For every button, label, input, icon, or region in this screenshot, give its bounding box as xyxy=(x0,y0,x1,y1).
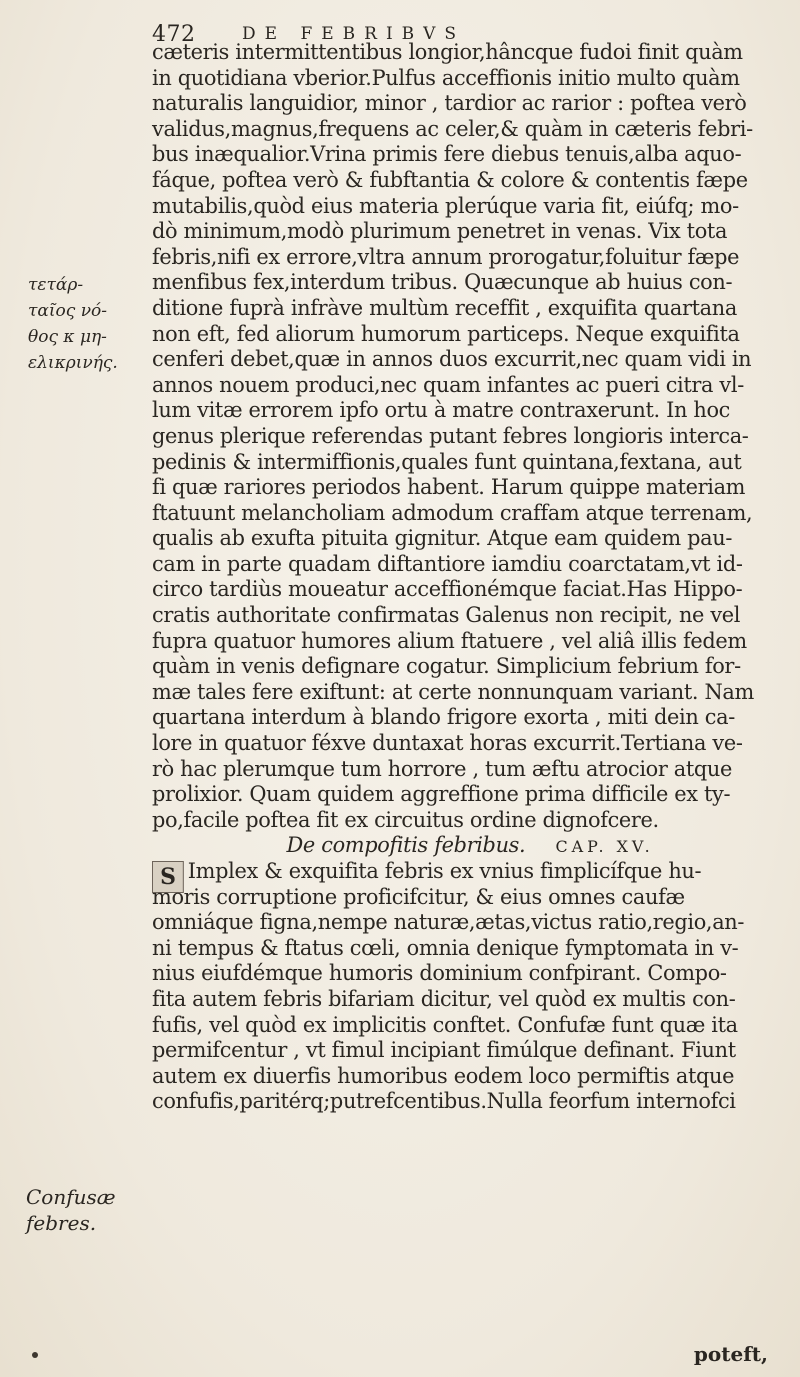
text-line: circo tardiùs moueatur acceffionémque faciat.Has Hippo- xyxy=(152,577,743,602)
text-line: ni tempus & ftatus cœli, omnia denique fymptomata in v- xyxy=(152,935,739,960)
text-line: fi quæ rariores periodos habent. Harum quippe materiam xyxy=(152,475,746,500)
margin-note-line: Confusæ xyxy=(26,1185,116,1209)
text-line: nius eiufdémque humoris dominium confpirant. Compo- xyxy=(152,961,727,986)
drop-capital: S xyxy=(152,861,184,893)
text-line: bus inæqualior.Vrina primis fere diebus tenuis,alba aquo- xyxy=(152,142,742,167)
text-line: autem ex diuerfis humoribus eodem loco permiftis atque xyxy=(152,1063,735,1088)
section-heading xyxy=(152,833,788,859)
text-line: non eft, fed aliorum humorum particeps. Neque exquifita xyxy=(152,321,740,346)
margin-note-greek xyxy=(28,272,128,376)
text-line: qualis ab exufta pituita gignitur. Atque eam quidem pau- xyxy=(152,526,733,551)
text-line: annos nouem produci,nec quam infantes ac pueri citra vl- xyxy=(152,372,744,397)
text-line: menfibus fex,interdum tribus. Quæcunque ab huius con- xyxy=(152,270,733,295)
text-line: cratis authoritate confirmatas Galenus non recipit, ne vel xyxy=(152,603,741,628)
text-line: rò hac plerumque tum horrore , tum æftu atrocior atque xyxy=(152,756,733,781)
text-line: dò minimum,modò plurimum penetret in venas. Vix tota xyxy=(152,219,728,244)
running-head: DE FEBRIBVS xyxy=(242,24,466,44)
chapter-label: CAP. XV. xyxy=(555,837,654,857)
text-line: febris,nifi ex errore,vltra annum prorogatur,foluitur fæpe xyxy=(152,244,740,269)
text-line: pedinis & intermiffionis,quales funt quintana,fextana, aut xyxy=(152,449,742,474)
text-line: naturalis languidior, minor , tardior ac rarior : poftea verò xyxy=(152,91,747,116)
text-line: lore in quatuor féxve duntaxat horas excurrit.Tertiana ve- xyxy=(152,731,743,756)
text-line: ditione fuprà infràve multùm receffit , exquifita quartana xyxy=(152,295,737,320)
section-title: De compofitis febribus. xyxy=(286,833,526,858)
text-line: fita autem febris bifariam dicitur, vel quòd ex multis con- xyxy=(152,986,736,1011)
text-line: prolixior. Quam quidem aggreffione prima difficile ex ty- xyxy=(152,782,731,807)
margin-note-line: ελικρινής. xyxy=(28,353,118,373)
text-line-content: Implex & exquifita febris ex vnius fimplicífque hu- xyxy=(187,859,702,883)
catchword: poteft, xyxy=(693,1342,768,1366)
text-line: quàm in venis defignare cogatur. Simplicium febrium for- xyxy=(152,654,741,679)
text-line: confufis,paritérq;putrefcentibus.Nulla feorfum internofci xyxy=(152,1089,736,1114)
text-line xyxy=(152,859,788,890)
margin-note-latin xyxy=(26,1184,136,1236)
page-number: 472 xyxy=(152,22,196,47)
text-line: validus,magnus,frequens ac celer,& quàm in cæteris febri- xyxy=(152,116,753,141)
margin-note-line: febres. xyxy=(26,1211,97,1235)
text-line: cenferi debet,quæ in annos duos excurrit,nec quam vidi in xyxy=(152,347,752,372)
text-line: cæteris intermittentibus longior,hâncque fudoi finit quàm xyxy=(152,40,743,64)
margin-note-line: ταῖος νό- xyxy=(28,301,108,321)
ink-spot xyxy=(32,1352,38,1358)
text-line: ftatuunt melancholiam admodum craffam atque terrenam, xyxy=(152,500,753,525)
margin-note-line: θος κ μη- xyxy=(28,327,107,347)
main-text-block xyxy=(152,40,792,1115)
text-line: in quotidiana vberior.Pulfus acceffionis initio multo quàm xyxy=(152,65,740,90)
margin-note-line: τετάρ- xyxy=(28,275,84,295)
text-line: mæ tales fere exiftunt: at certe nonnunquam variant. Nam xyxy=(152,679,754,704)
text-line: quartana interdum à blando frigore exorta , miti dein ca- xyxy=(152,705,735,730)
text-line: fupra quatuor humores alium ftatuere , vel aliâ illis fedem xyxy=(152,628,747,653)
text-line: po,facile poftea fit ex circuitus ordine dignofcere. xyxy=(152,807,659,832)
text-line: genus plerique referendas putant febres longioris interca- xyxy=(152,423,749,448)
text-line: permifcentur , vt fimul incipiant fimúlque definant. Fiunt xyxy=(152,1038,736,1063)
text-line: cam in parte quadam diftantiore iamdiu coarctatam,vt id- xyxy=(152,551,743,576)
text-line: moris corruptione proficifcitur, & eius omnes caufæ xyxy=(152,884,685,909)
text-line: fáque, poftea verò & fubftantia & colore & contentis fæpe xyxy=(152,167,748,192)
text-line: mutabilis,quòd eius materia plerúque varia fit, eiúfq; mo- xyxy=(152,193,739,218)
text-line: omniáque figna,nempe naturæ,ætas,victus ratio,regio,an- xyxy=(152,910,745,935)
text-line: fufis, vel quòd ex implicitis conftet. Confufæ funt quæ ita xyxy=(152,1012,738,1037)
text-line: lum vitæ errorem ipfo ortu à matre contraxerunt. In hoc xyxy=(152,398,731,423)
